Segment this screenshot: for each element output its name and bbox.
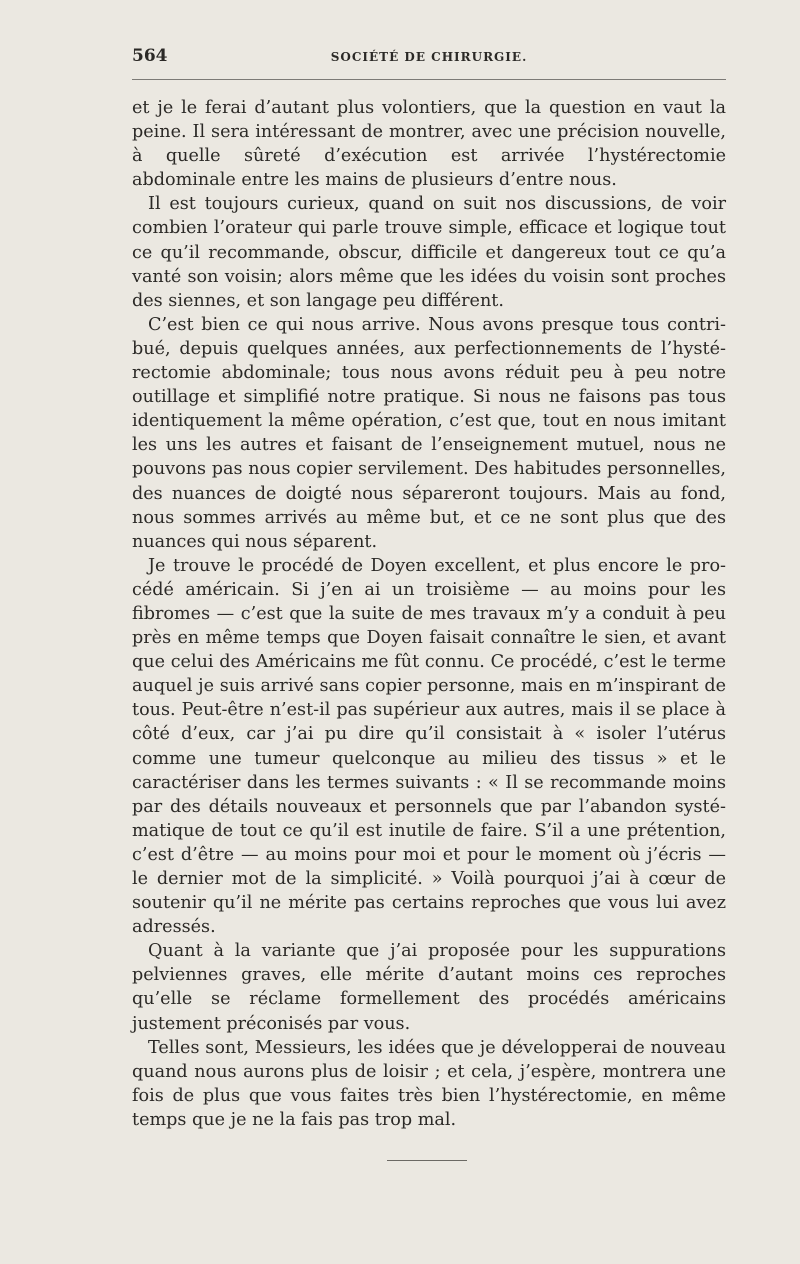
running-title: SOCIÉTÉ DE CHIRURGIE. [330,50,528,64]
header-rule [132,79,726,80]
paragraph: Telles sont, Messieurs, les idées que je développerai de nouveau quand nous aurons plus de loisir ; et cela, j’espère, montrera une fois de plus que vous faites très bien l’hystérectomie, en même temps que je ne la fais pas trop mal. [132,1037,726,1130]
paragraph: Quant à la variante que j’ai proposée pour les suppurations pelviennes graves, elle mérite d’autant moins ces reproches qu’elle se réclame formellement des procédés américains justement préconisés par vous. [132,941,726,1034]
body-text [132,96,726,1132]
paragraph: Je trouve le procédé de Doyen excellent, et plus encore le procédé américain. Si j’en ai un troisième — au moins pour les fibromes — c’est que la suite de mes travaux m’y a conduit à peu près en même temps que Doyen faisait connaître le sien, et avant que celui des Américains me fût connu. Ce procédé, c’est le terme auquel je suis arrivé sans copier personne, mais en m’inspirant de tous. Peut-être n’est-il pas supérieur aux autres, mais il se place à côté d’eux, car j’ai pu dire qu’il consistait à « isoler l’utérus comme une tumeur quelconque au milieu des tissus » et le caractériser dans les termes suivants : « Il se recommande moins par des détails nouveaux et personnels que par l’abandon systématique de tout ce qu’il est inutile de faire. S’il a une prétention, c’est d’être — au moins pour moi et pour le moment où j’écris — le dernier mot de la simplicité. » Voilà pourquoi j’ai à cœur de soutenir qu’il ne mérite pas certains reproches que vous lui avez adressés. [132,555,726,938]
page-number: 564 [132,46,168,66]
closing-rule [387,1160,467,1161]
paragraph: C’est bien ce qui nous arrive. Nous avons presque tous contribué, depuis quelques années, aux perfectionnements de l’hystérectomie abdominale; tous nous avons réduit peu à peu notre outillage et simplifié notre pratique. Si nous ne faisons pas tous identiquement la même opération, c’est que, tout en nous imitant les uns les autres et faisant de l’enseignement mutuel, nous ne pouvons pas nous copier servilement. Des habitudes personnelles, des nuances de doigté nous sépareront toujours. Mais au fond, nous sommes arrivés au même but, et ce ne sont plus que des nuances qui nous séparent. [132,314,726,552]
paragraph-continued: et je le ferai d’autant plus volontiers, que la question en vaut la peine. Il sera intéressant de montrer, avec une précision nouvelle, à quelle sûreté d’exécution est arrivée l’hystérectomie abdominale entre les mains de plusieurs d’entre nous. [132,98,726,191]
paragraph: Il est toujours curieux, quand on suit nos discussions, de voir combien l’orateur qui parle trouve simple, efficace et logique tout ce qu’il recommande, obscur, difficile et dangereux tout ce qu’a vanté son voisin; alors même que les idées du voisin sont proches des siennes, et son langage peu différent. [132,194,726,311]
page-header [132,46,726,68]
